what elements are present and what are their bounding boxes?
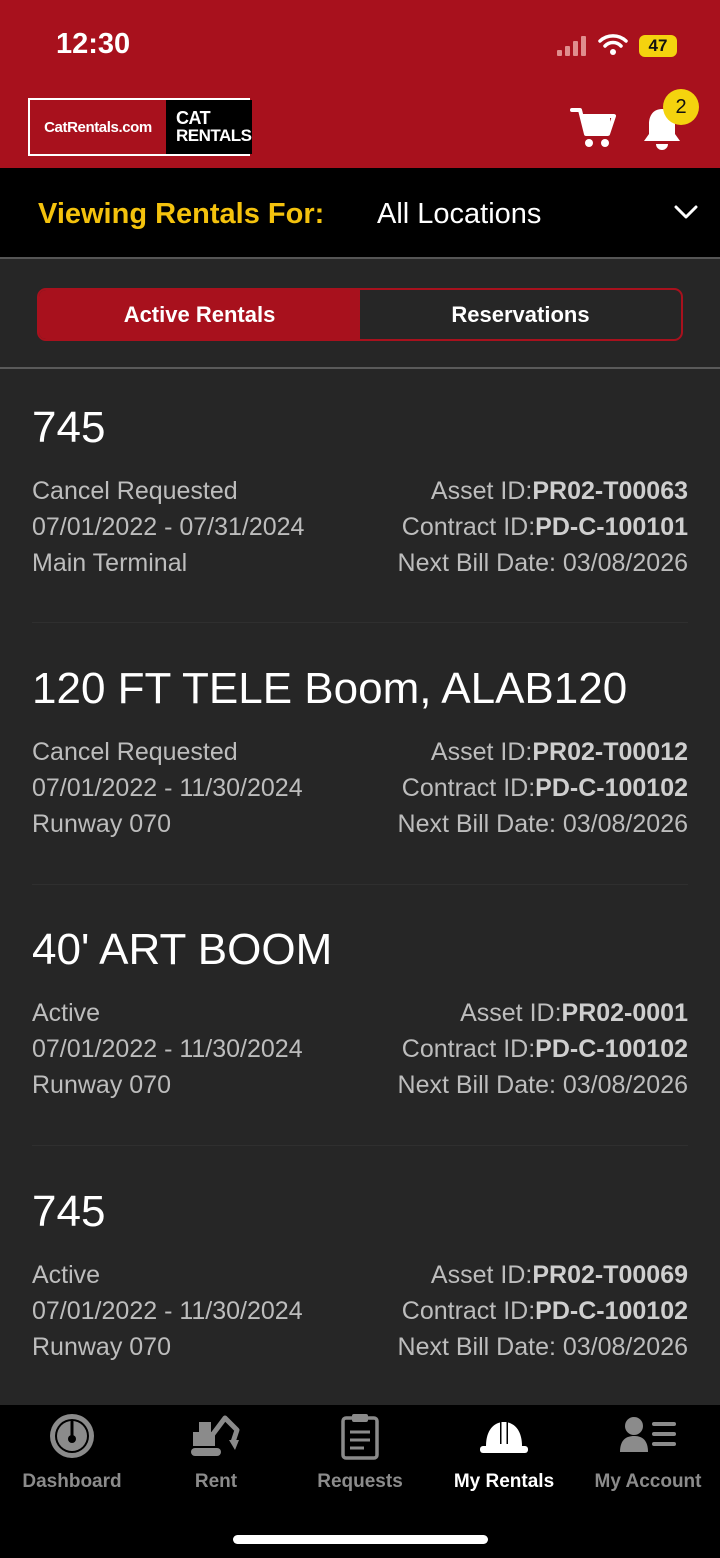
nav-rent[interactable] [144,1412,288,1502]
next-bill-date: Next Bill Date: 03/08/2026 [397,549,688,577]
gauge-icon [48,1412,96,1460]
card-separator [32,884,688,885]
account-icon [618,1412,678,1460]
nav-label: Rent [194,1471,238,1492]
logo-rentals: RENTALS [176,126,252,145]
rental-row-2 [32,1297,688,1329]
card-separator [32,622,688,623]
excavator-icon [189,1412,243,1460]
location-value[interactable]: All Locations [377,198,542,230]
contract-id: Contract ID:PD-C-100102 [401,1035,688,1063]
nav-requests[interactable] [288,1412,432,1502]
nav-label: My Account [594,1471,702,1492]
nav-label: My Rentals [453,1471,555,1492]
rental-location: Runway 070 [32,810,171,838]
rental-row-2 [32,774,688,806]
rental-row-1 [32,738,688,770]
rental-location: Runway 070 [32,1071,171,1099]
rental-status: Cancel Requested [32,477,238,505]
rentals-segmented-control [37,288,683,341]
rental-row-2 [32,513,688,545]
wifi-icon [598,33,628,55]
rental-location: Runway 070 [32,1333,171,1361]
next-bill-date: Next Bill Date: 03/08/2026 [397,810,688,838]
rental-row-3 [32,549,688,581]
asset-id: Asset ID:PR02-T00063 [430,477,688,505]
rental-title: 120 FT TELE Boom, ALAB120 [32,664,628,713]
tab-reservations[interactable]: Reservations [451,301,590,327]
rental-title: 745 [32,403,106,452]
cellular-signal-icon [557,36,589,56]
rental-row-3 [32,810,688,842]
rental-row-3 [32,1333,688,1365]
cart-icon[interactable] [570,106,616,150]
home-indicator [233,1535,488,1544]
nav-label: Requests [317,1471,403,1492]
logo-text-right [166,100,252,154]
rental-dates: 07/01/2022 - 11/30/2024 [32,1035,303,1063]
clipboard-icon [340,1412,380,1460]
contract-id: Contract ID:PD-C-100102 [401,774,688,802]
chevron-down-icon[interactable] [674,204,698,220]
nav-label: Dashboard [22,1471,122,1492]
tab-active-rentals[interactable]: Active Rentals [39,290,360,339]
rental-status: Active [32,999,101,1027]
rental-dates: 07/01/2022 - 07/31/2024 [32,513,305,541]
contract-id: Contract ID:PD-C-100101 [401,513,688,541]
next-bill-date: Next Bill Date: 03/08/2026 [397,1333,688,1361]
logo-cat: CAT [176,108,211,128]
rental-row-1 [32,477,688,509]
rental-row-1 [32,999,688,1031]
logo-text-left: CatRentals.com [30,100,166,154]
rental-status: Cancel Requested [32,738,238,766]
notification-badge: 2 [663,89,699,125]
location-label: Viewing Rentals For: [38,198,325,230]
rental-status: Active [32,1261,101,1289]
status-time: 12:30 [56,28,131,60]
catrentals-logo[interactable] [28,98,250,156]
asset-id: Asset ID:PR02-0001 [460,999,688,1027]
asset-id: Asset ID:PR02-T00069 [430,1261,688,1289]
nav-dashboard[interactable] [0,1412,144,1502]
next-bill-date: Next Bill Date: 03/08/2026 [397,1071,688,1099]
nav-my-account[interactable] [576,1412,720,1502]
contract-id: Contract ID:PD-C-100102 [401,1297,688,1325]
rental-title: 745 [32,1187,106,1236]
rental-dates: 07/01/2022 - 11/30/2024 [32,774,303,802]
rental-location: Main Terminal [32,549,188,577]
list-divider [0,367,720,369]
card-separator [32,1145,688,1146]
rental-title: 40' ART BOOM [32,925,333,974]
rental-row-1 [32,1261,688,1293]
hardhat-icon [478,1412,530,1460]
rental-row-2 [32,1035,688,1067]
battery-indicator: 47 [639,35,677,57]
asset-id: Asset ID:PR02-T00012 [430,738,688,766]
nav-my-rentals[interactable] [432,1412,576,1502]
rental-row-3 [32,1071,688,1103]
rental-dates: 07/01/2022 - 11/30/2024 [32,1297,303,1325]
